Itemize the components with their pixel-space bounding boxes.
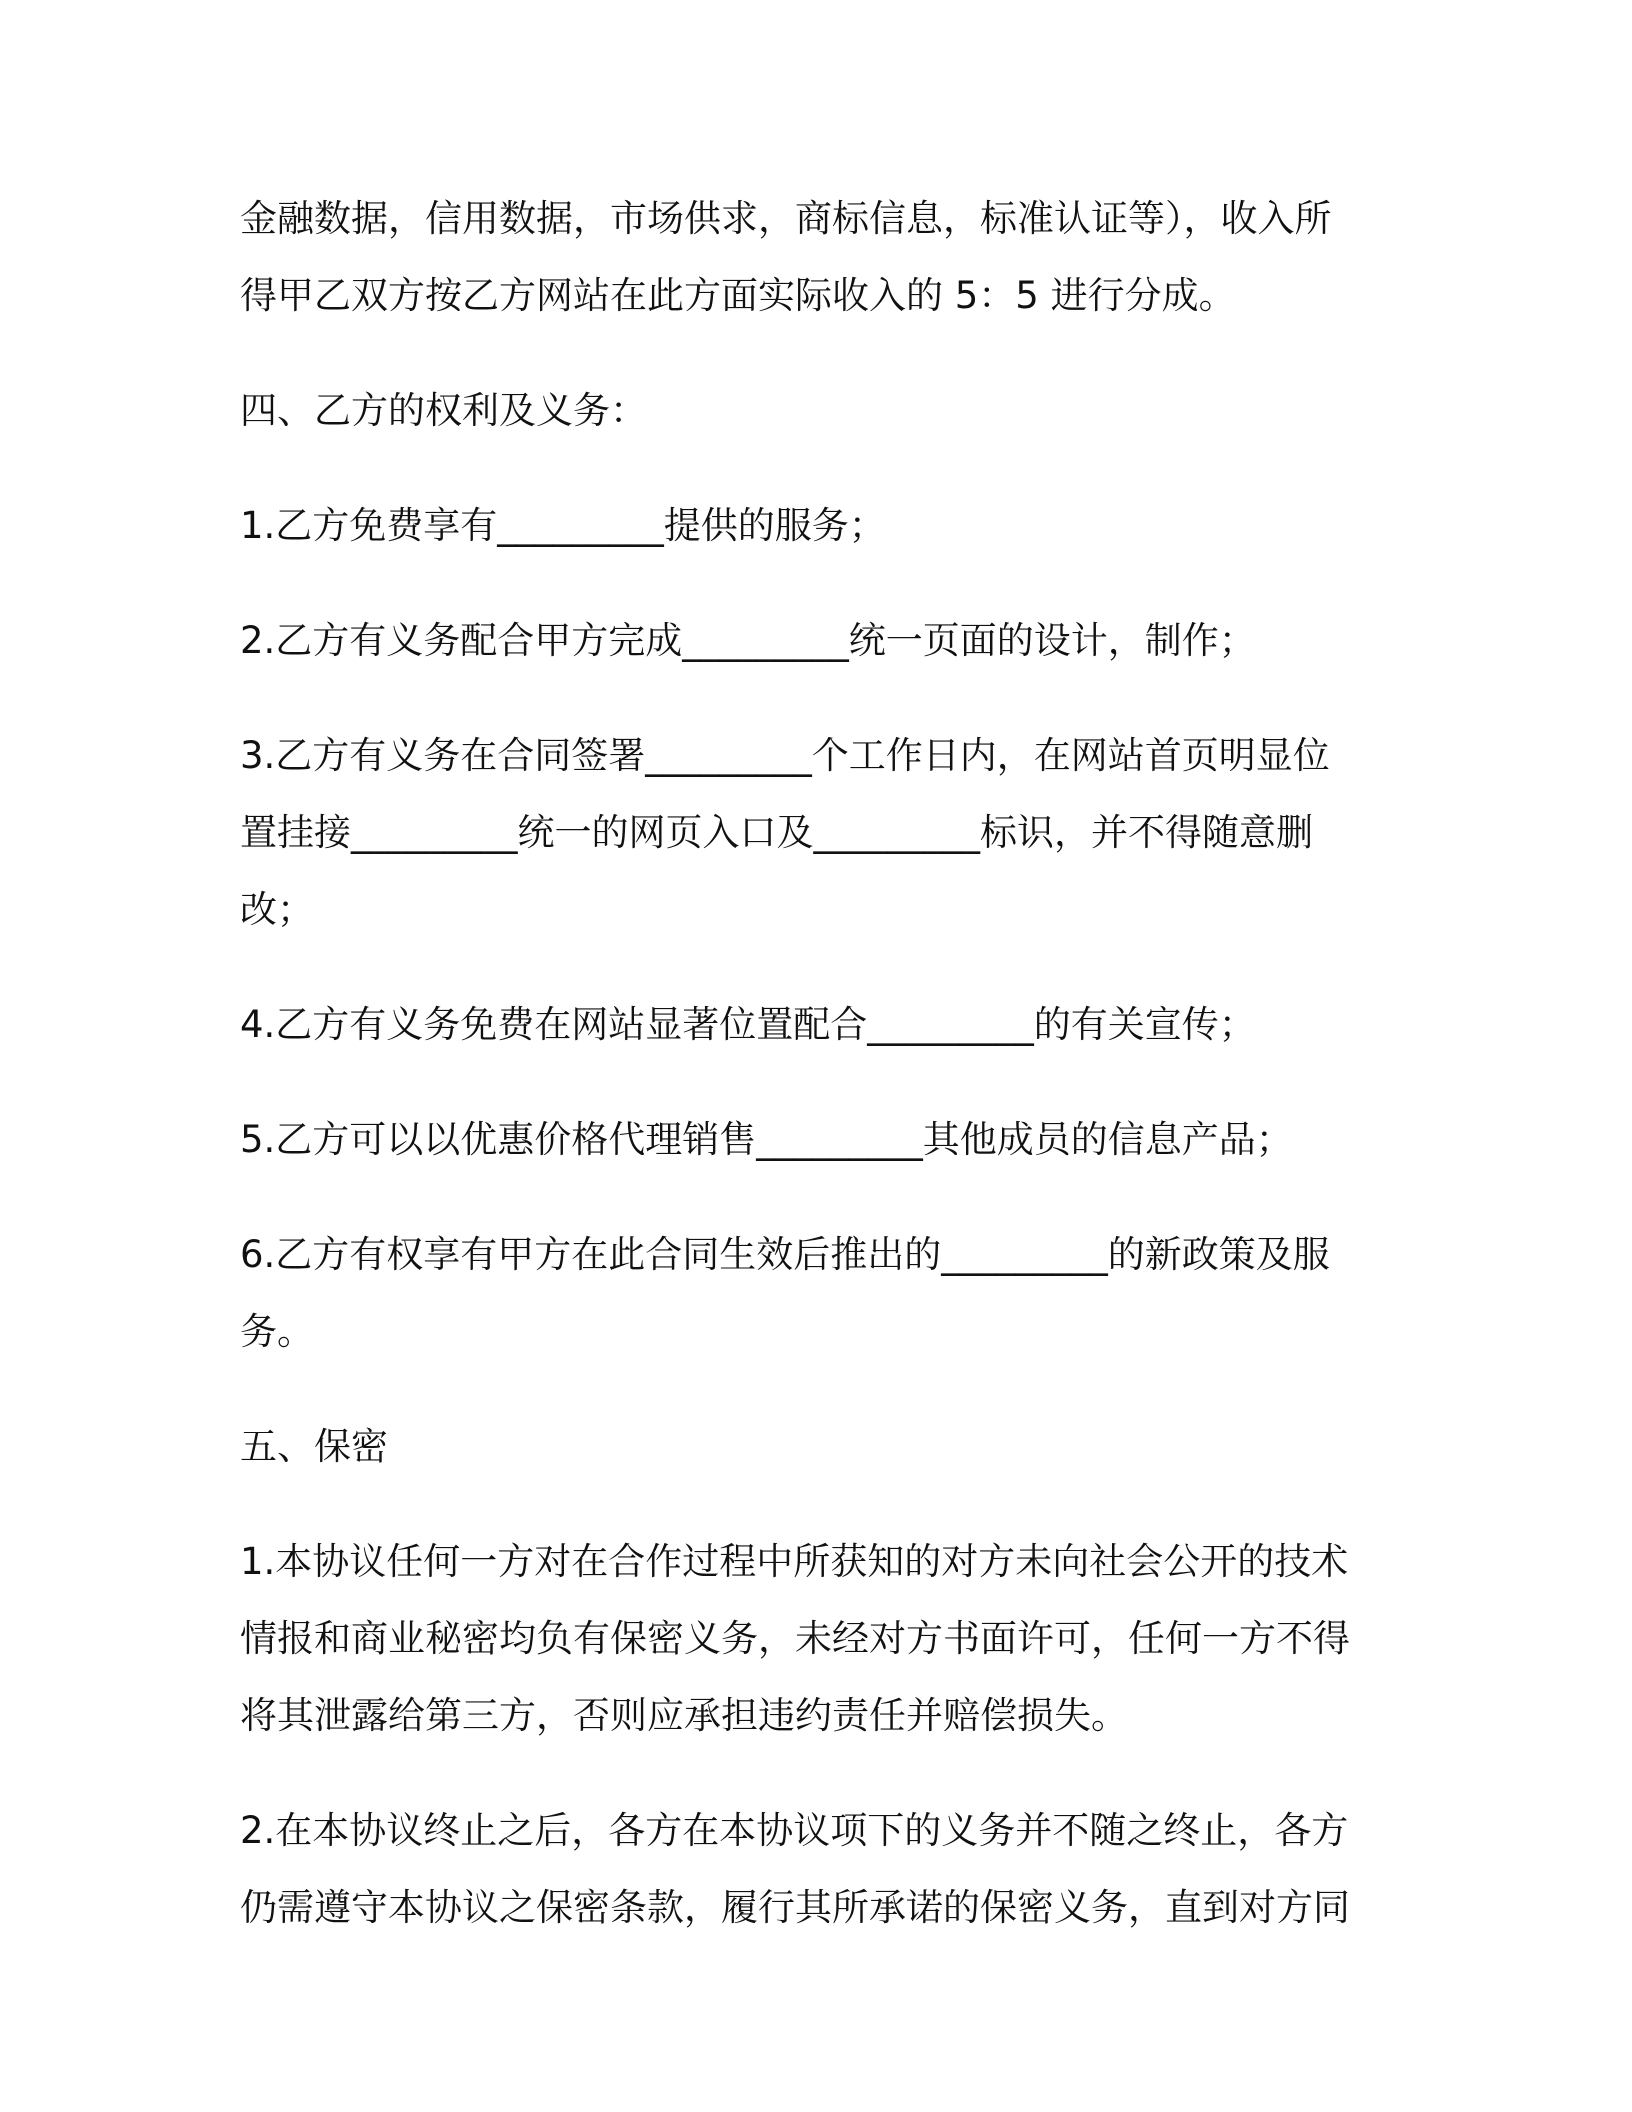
clause-b-5: 5.乙方可以以优惠价格代理销售_________其他成员的信息产品； bbox=[240, 1118, 1293, 1161]
clause-b-1: 1.乙方免费享有_________提供的服务； bbox=[240, 504, 886, 547]
clause-b-6: 6.乙方有权享有甲方在此合同生效后推出的_________的新政策及服务。 bbox=[240, 1233, 1330, 1353]
clause-b-4: 4.乙方有义务免费在网站显著位置配合_________的有关宣传； bbox=[240, 1003, 1256, 1046]
clause-b-3: 3.乙方有义务在合同签署_________个工作日内，在网站首页明显位置挂接_________统一的网页入口及_________标识，并不得随意删改； bbox=[240, 734, 1330, 931]
clause-b-2: 2.乙方有义务配合甲方完成_________统一页面的设计，制作； bbox=[240, 619, 1256, 662]
clause-conf-1: 1.本协议任何一方对在合作过程中所获知的对方未向社会公开的技术情报和商业秘密均负有保密义务，未经对方书面许可，任何一方不得将其泄露给第三方，否则应承担违约责任并赔偿损失。 bbox=[240, 1540, 1350, 1737]
document-page bbox=[240, 180, 1360, 1984]
paragraph-revenue-share: 金融数据，信用数据，市场供求，商标信息，标准认证等），收入所得甲乙双方按乙方网站在此方面实际收入的 5：5 进行分成。 bbox=[240, 197, 1332, 317]
section-heading-party-b-rights: 四、乙方的权利及义务： bbox=[240, 389, 647, 432]
clause-conf-2: 2.在本协议终止之后，各方在本协议项下的义务并不随之终止，各方仍需遵守本协议之保密条款，履行其所承诺的保密义务，直到对方同 bbox=[240, 1809, 1350, 1929]
section-heading-confidentiality: 五、保密 bbox=[240, 1425, 388, 1468]
